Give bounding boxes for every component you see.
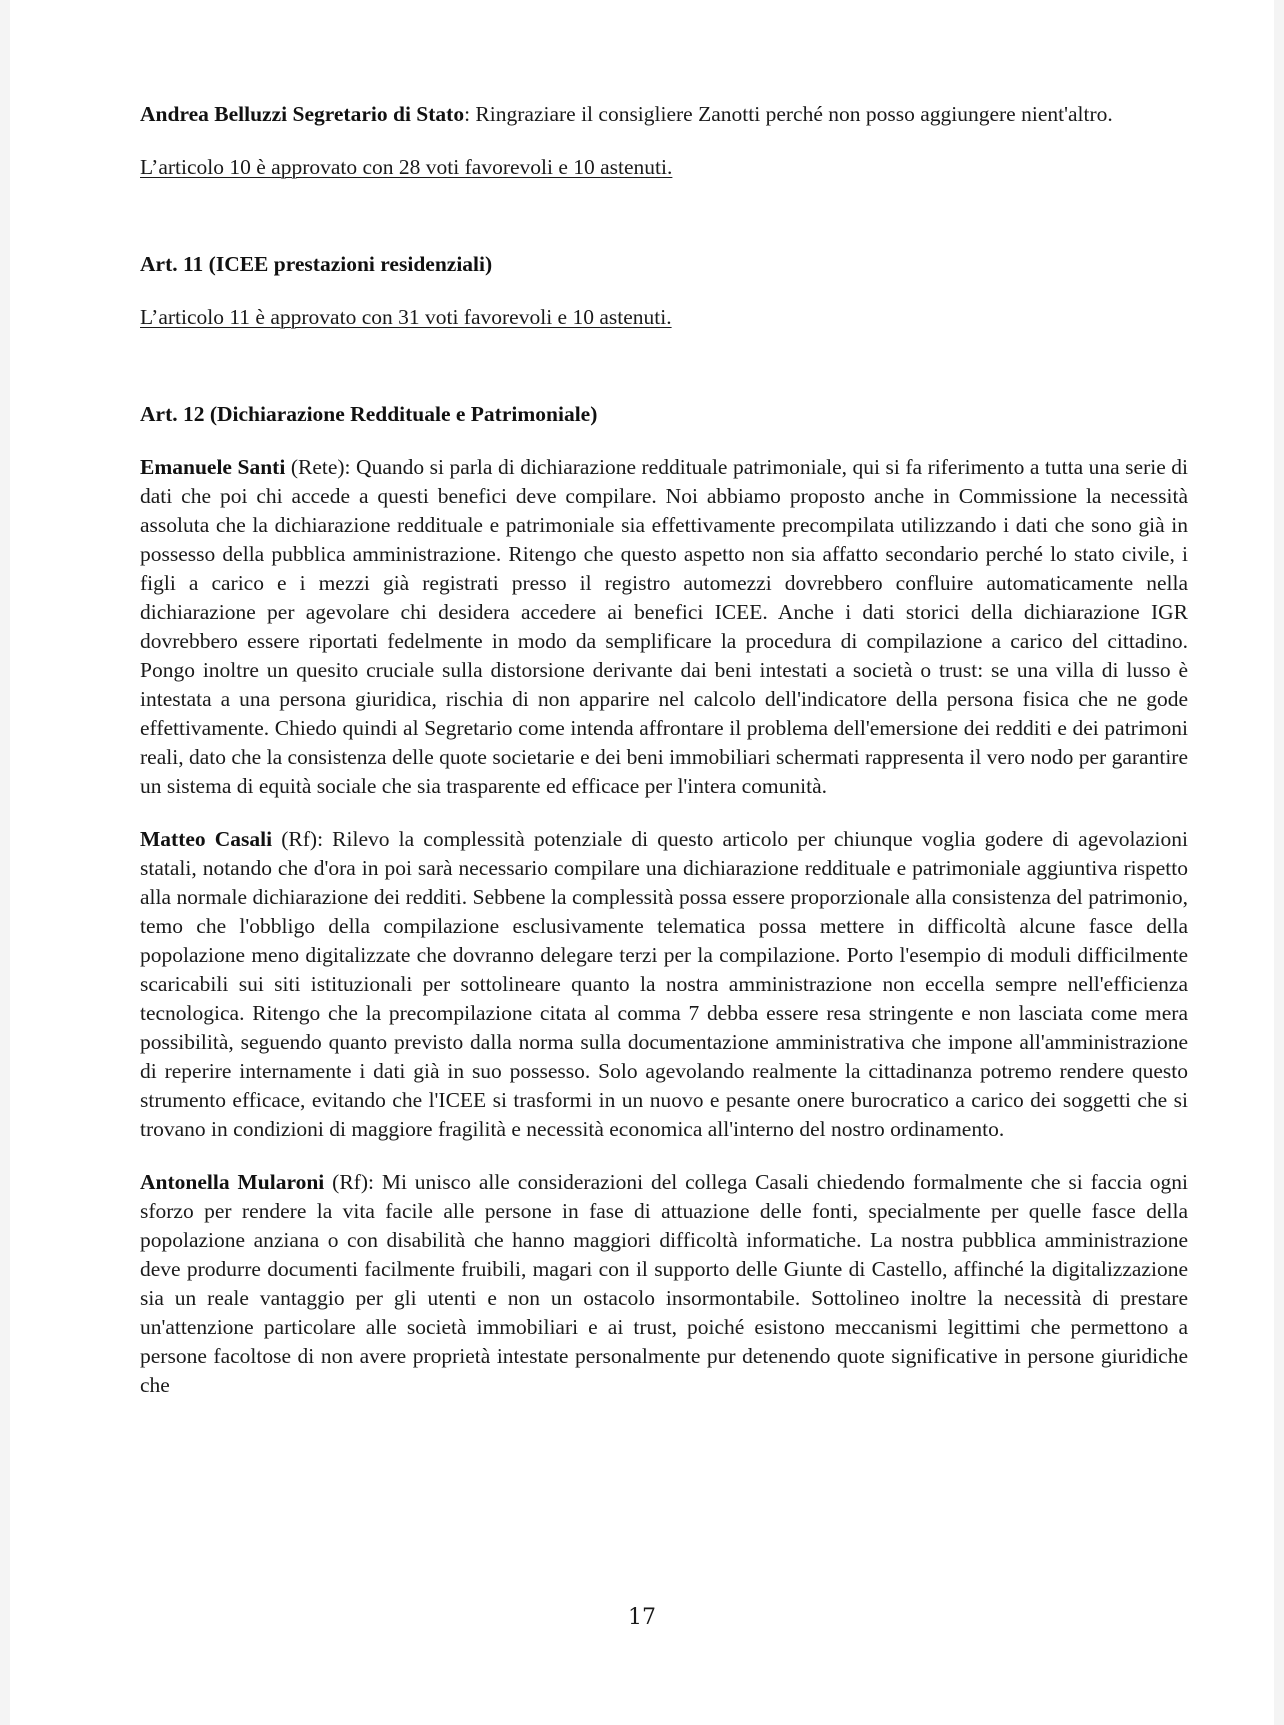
article-heading-11: Art. 11 (ICEE prestazioni residenziali) [140,252,493,276]
vote-text: L’articolo 11 è approvato con 31 voti favorevoli e 10 astenuti. [140,305,672,329]
vote-text: L’articolo 10 è approvato con 28 voti favorevoli e 10 astenuti. [140,155,673,179]
speaker-name: Antonella Mularoni [140,1170,325,1194]
speaker-party: (Rf) [272,827,318,851]
article-heading-12: Art. 12 (Dichiarazione Reddituale e Patrimoniale) [140,402,598,426]
vote-result-art-11 [140,303,1188,332]
speech-santi [140,453,1188,801]
vote-result-art-10 [140,153,1188,182]
speech-text: : Quando si parla di dichiarazione reddituale patrimoniale, qui si fa riferimento a tutta una serie di dati che poi chi accede a questi benefici deve compilare. Noi abbiamo proposto anche in Commissione la necessità assoluta che la dichiarazione reddituale e patrimoniale sia effettivamente precompilata utilizzando i dati che sono già in possesso della pubblica amministrazione. Ritengo che questo aspetto non sia affatto secondario perché lo stato civile, i figli a carico e i mezzi già registrati presso il registro automezzi dovrebbero confluire automaticamente nella dichiarazione per agevolare chi desidera accedere ai benefici ICEE. Anche i dati storici della dichiarazione IGR dovrebbero essere riportati fedelmente in modo da semplificare la procedura di compilazione a carico del cittadino. Pongo inoltre un quesito cruciale sulla distorsione derivante dai beni intestati a società o trust: se una villa di lusso è intestata a una persona giuridica, rischia di non apparire nel calcolo dell'indicatore della persona fisica che ne gode effettivamente. Chiedo quindi al Segretario come intenda affrontare il problema dell'emersione dei redditi e dei patrimoni reali, dato che la consistenza delle quote societarie e dei beni immobiliari schermati rappresenta il vero nodo per garantire un sistema di equità sociale che sia trasparente ed efficace per l'intera comunità. [140,455,1189,798]
speech-text: : Rilevo la complessità potenziale di questo articolo per chiunque voglia godere di agevolazioni statali, notando che d'ora in poi sarà necessario compilare una dichiarazione reddituale e patrimoniale aggiuntiva rispetto alla normale dichiarazione dei redditi. Sebbene la complessità possa essere proporzionale alla consistenza del patrimonio, temo che l'obbligo della compilazione esclusivamente telematica possa mettere in difficoltà alcune fasce della popolazione meno digitalizzate che dovranno delegare terzi per la compilazione. Porto l'esempio di moduli difficilmente scaricabili sui siti istituzionali per sottolineare quanto la nostra amministrazione non eccella sempre nell'efficienza tecnologica. Ritengo che la precompilazione citata al comma 7 debba essere resa stringente e non lasciata come mera possibilità, seguendo quanto previsto dalla norma sulla documentazione amministrativa che impone all'amministrazione di reperire internamente i dati già in suo possesso. Solo agevolando realmente la cittadinanza potremo rendere questo strumento efficace, evitando che l'ICEE si trasformi in un nuovo e pesante onere burocratico a carico dei soggetti che si trovano in condizioni di maggiore fragilità e necessità economica all'interno del nostro ordinamento. [140,827,1188,1141]
document-page [10,0,1274,1725]
speech-belluzzi [140,100,1188,129]
page-number: 17 [628,1605,656,1630]
speech-casali [140,825,1188,1144]
speaker-name: Matteo Casali [140,827,273,851]
speaker-party: (Rf) [324,1170,368,1194]
speaker-name: Andrea Belluzzi Segretario di Stato [140,102,465,126]
page-content [140,100,1188,1400]
speech-mularoni [140,1168,1188,1400]
speech-text: : Mi unisco alle considerazioni del collega Casali chiedendo formalmente che si faccia ogni sforzo per rendere la vita facile alle persone in fase di attuazione delle fonti, specialmente per quelle fasce della popolazione anziana o con disabilità che hanno maggiori difficoltà informatiche. La nostra pubblica amministrazione deve produrre documenti facilmente fruibili, magari con il supporto delle Giunte di Castello, affinché la digitalizzazione sia un reale vantaggio per gli utenti e non un ostacolo insormontabile. Sottolineo inoltre la necessità di prestare un'attenzione particolare alle società immobiliari e ai trust, poiché esistono meccanismi legittimi che permettono a persone facoltose di non avere proprietà intestate personalmente pur detenendo quote significative in persone giuridiche che [140,1170,1188,1397]
speaker-name: Emanuele Santi [140,455,286,479]
speaker-party: (Rete) [285,455,345,479]
speech-text: : Ringraziare il consigliere Zanotti perché non posso aggiungere nient'altro. [464,102,1113,126]
